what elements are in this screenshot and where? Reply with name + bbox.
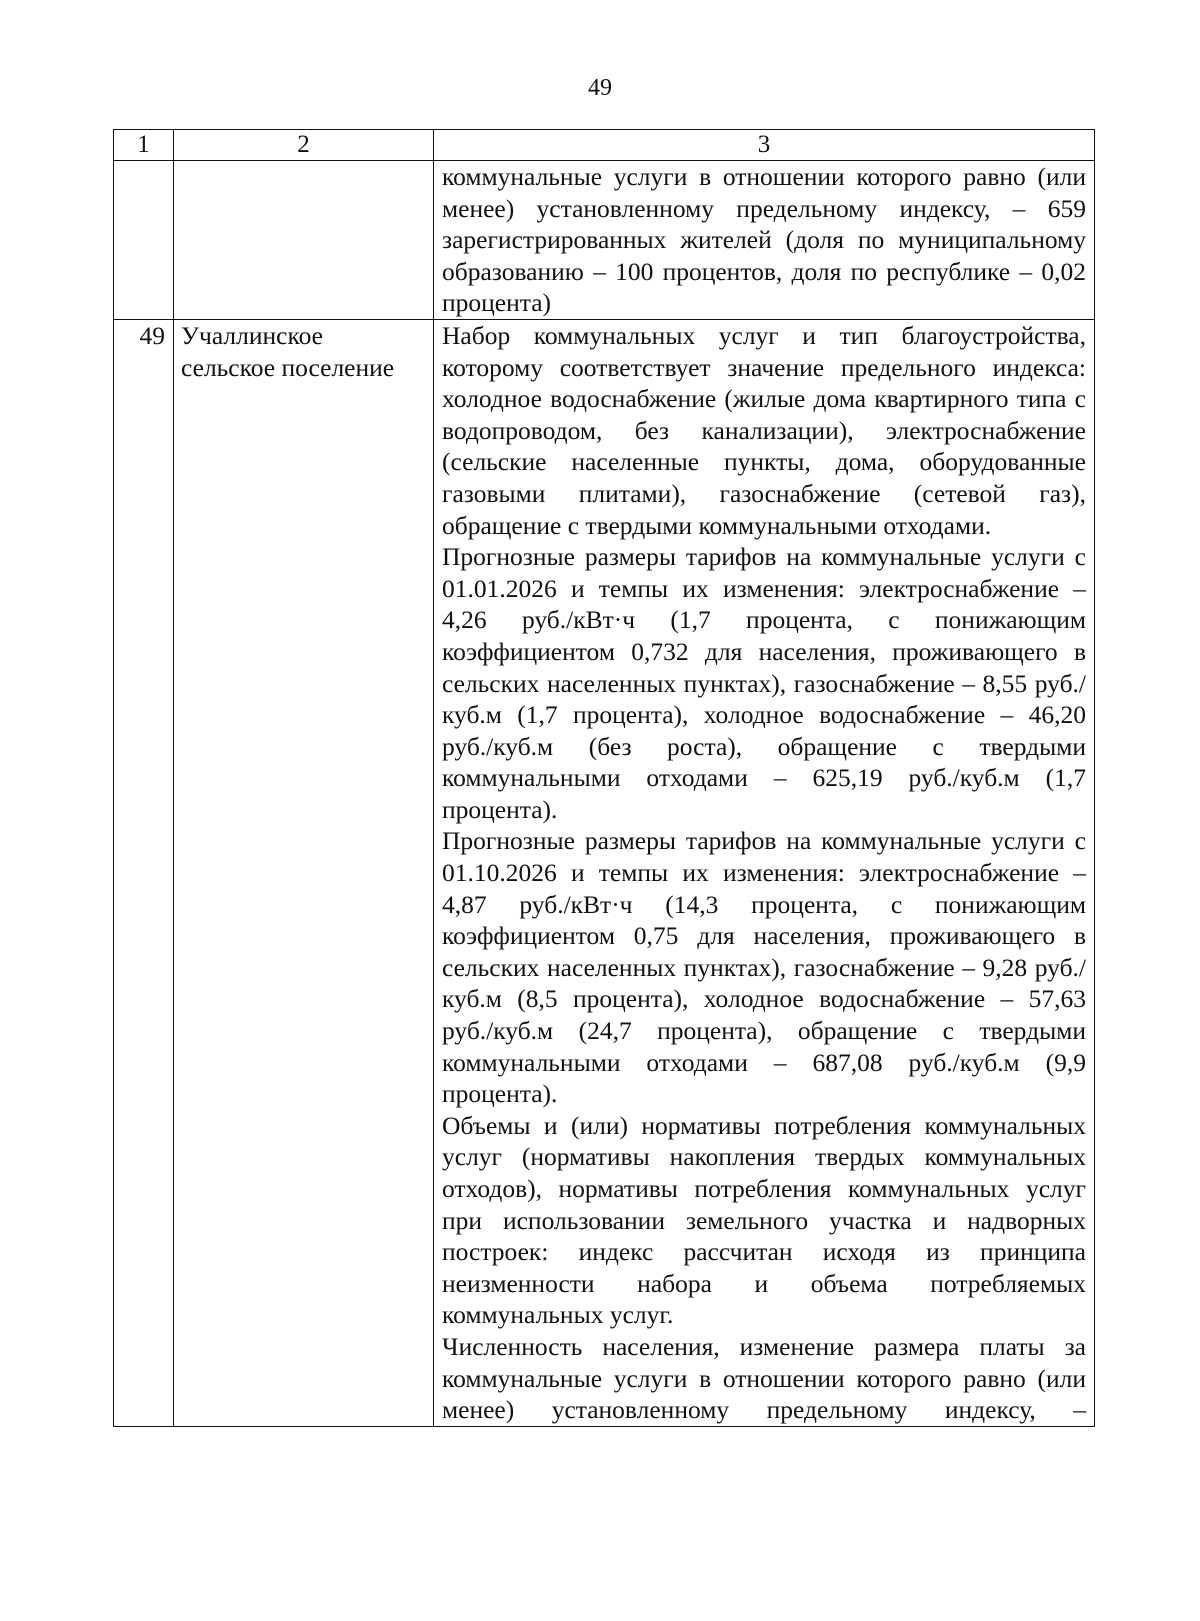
header-cell-2: 2 <box>174 130 434 161</box>
description-paragraph: Объемы и (или) нормативы потребления коммунальных услуг (нормативы накопления твердых коммунальных отходов), нормативы потребления коммунальных услуг при использовании земельного участка и надворных построек: индекс рассчитан исходя из принципа неизменности набора и объема потребляемых коммунальных услуг. <box>442 1110 1086 1330</box>
header-cell-3: 3 <box>434 130 1095 161</box>
description-paragraph: Прогнозные размеры тарифов на коммунальные услуги с 01.10.2026 и темпы их изменения: электроснабжение – 4,87 руб./кВт·ч (14,3 процента, с понижающим коэффициентом 0,75 для населения, проживающего в сельских населенных пунктах), газоснабжение – 9,28 руб./куб.м (8,5 процента), холодное водоснабжение – 57,63 руб./куб.м (24,7 процента), обращение с твердыми коммунальными отходами – 687,08 руб./куб.м (9,9 процента). <box>442 826 1086 1109</box>
table-header-row <box>114 130 1095 161</box>
settlement-name-cell <box>174 161 434 320</box>
description-paragraph: Численность населения, изменение размера платы за коммунальные услуги в отношении которого равно (или менее) установленному предельному индексу, – <box>442 1331 1086 1425</box>
tariff-table <box>113 129 1095 1427</box>
row-number-cell <box>114 161 174 320</box>
description-cell <box>434 319 1095 1426</box>
settlement-name-line: Учаллинское <box>181 320 323 350</box>
page-number: 49 <box>588 75 612 101</box>
description-cell <box>434 161 1095 320</box>
table-row <box>114 161 1095 320</box>
table-row <box>114 319 1095 1426</box>
description-paragraph: Прогнозные размеры тарифов на коммунальные услуги с 01.01.2026 и темпы их изменения: электроснабжение – 4,26 руб./кВт·ч (1,7 процента, с понижающим коэффициентом 0,732 для населения, проживающего в сельских населенных пунктах), газоснабжение – 8,55 руб./куб.м (1,7 процента), холодное водоснабжение – 46,20 руб./куб.м (без роста), обращение с твердыми коммунальными отходами – 625,19 руб./куб.м (1,7 процента). <box>442 542 1086 824</box>
settlement-name-cell <box>174 319 434 1426</box>
row-number-cell: 49 <box>114 319 174 1426</box>
settlement-name-line: сельское поселение <box>181 352 395 382</box>
description-paragraph: коммунальные услуги в отношении которого равно (или менее) установленному предельному индексу, – 659 зарегистрированных жителей (доля по муниципальному образованию – 100 процентов, доля по республике – 0,02 процента) <box>442 162 1086 318</box>
header-cell-1: 1 <box>114 130 174 161</box>
description-paragraph: Набор коммунальных услуг и тип благоустройства, которому соответствует значение предельного индекса: холодное водоснабжение (жилые дома квартирного типа с водопроводом, без канализации), электроснабжение (сельские населенные пункты, дома, оборудованные газовыми плитами), газоснабжение (сетевой газ), обращение с твердыми коммунальными отходами. <box>442 320 1086 540</box>
